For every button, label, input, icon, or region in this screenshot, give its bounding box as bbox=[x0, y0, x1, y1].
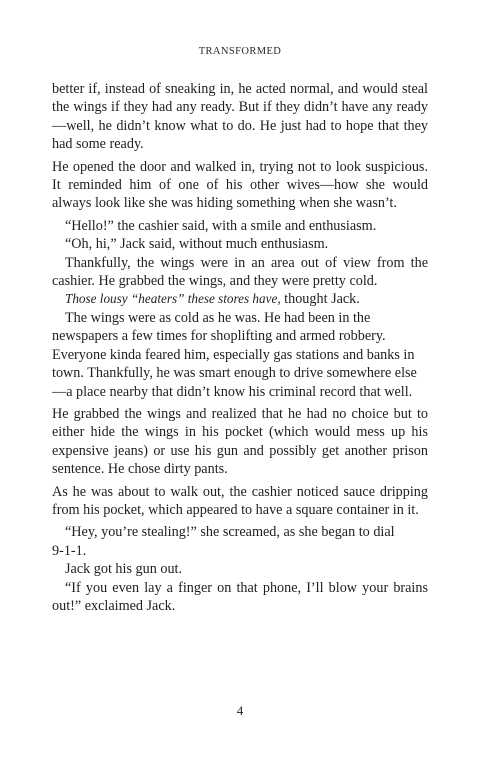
paragraph-11: Jack got his gun out. bbox=[65, 561, 183, 578]
paragraph-6 bbox=[52, 290, 428, 308]
paragraph-10-continued: 9-1-1. bbox=[52, 542, 87, 559]
body-text bbox=[52, 80, 428, 615]
running-head: TRANSFORMED bbox=[198, 46, 282, 57]
paragraph-3: “Hello!” the cashier said, with a smile and enthusiasm. bbox=[65, 217, 377, 234]
paragraph-10: “Hey, you’re stealing!” she screamed, as she began to dial bbox=[65, 524, 395, 541]
paragraph-1: better if, instead of sneaking in, he acted normal, and would steal the wings if they had any ready. But if they didn’t have any ready—well, he didn’t know what to do. He just had to hope that they had some ready. bbox=[52, 81, 428, 153]
paragraph-4: “Oh, hi,” Jack said, without much enthusiasm. bbox=[65, 236, 329, 253]
paragraph-12: “If you even lay a finger on that phone, I’ll blow your brains out!” exclaimed Jack. bbox=[52, 579, 428, 614]
paragraph-5: Thankfully, the wings were in an area out of view from the cashier. He grabbed the wings, and they were pretty cold. bbox=[52, 254, 428, 290]
paragraph-8: He grabbed the wings and realized that he had no choice but to either hide the wings in his pocket (which would mess up his expensive jeans) or use his gun and possibly get another prison sentence. He chose dirty pants. bbox=[52, 405, 428, 478]
paragraph-2: He opened the door and walked in, trying not to look suspicious. It reminded him of one of his other wives—how she would always look like she was hiding something when she wasn’t. bbox=[52, 158, 428, 212]
thought-attribution: thought Jack. bbox=[280, 291, 360, 308]
italic-thought: Those lousy “heaters” these stores have, bbox=[65, 291, 281, 307]
paragraph-9: As he was about to walk out, the cashier noticed sauce dripping from his pocket, which appeared to have a square container in it. bbox=[52, 483, 428, 518]
page-number: 4 bbox=[236, 703, 244, 718]
paragraph-7: The wings were as cold as he was. He had been in the newspapers a few times for shoplifting and armed robbery. Everyone kinda feared him, especially gas stations and banks in town. Thankfully, he was smart enough to drive somewhere else—a place nearby that didn’t know his criminal record that well. bbox=[52, 309, 417, 400]
